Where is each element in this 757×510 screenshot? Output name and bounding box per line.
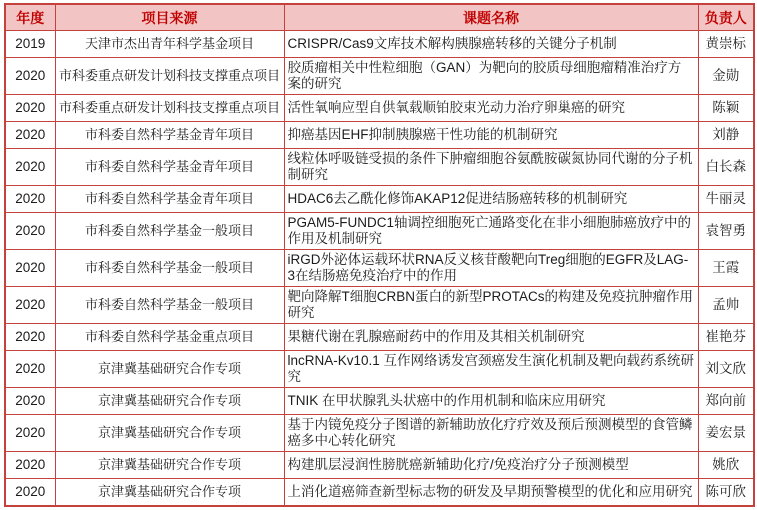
cell-title: 线粒体呼吸链受损的条件下肿瘤细胞谷氨酰胺碳氮协同代谢的分子机制研究 [284, 149, 698, 186]
table-row [5, 58, 754, 95]
cell-year: 2020 [5, 149, 55, 186]
research-projects-table [4, 3, 755, 507]
cell-title: CRISPR/Cas9文库技术解构胰腺癌转移的关键分子机制 [284, 31, 698, 58]
cell-year: 2020 [5, 452, 55, 479]
cell-title: 基于内镜免疫分子图谱的新辅助放化疗疗效及预后预测模型的食管鳞癌多中心转化研究 [284, 415, 698, 452]
table-row [5, 287, 754, 324]
cell-year: 2020 [5, 479, 55, 506]
cell-year: 2020 [5, 415, 55, 452]
cell-leader: 黄崇标 [698, 31, 754, 58]
table-row [5, 324, 754, 351]
cell-year: 2020 [5, 324, 55, 351]
cell-source: 市科委重点研发计划科技支撑重点项目 [55, 95, 284, 122]
cell-title: 构建肌层浸润性膀胱癌新辅助化疗/免疫治疗分子预测模型 [284, 452, 698, 479]
cell-leader: 陈可欣 [698, 479, 754, 506]
cell-source: 市科委自然科学基金一般项目 [55, 213, 284, 250]
cell-source: 市科委自然科学基金青年项目 [55, 122, 284, 149]
cell-leader: 袁智勇 [698, 213, 754, 250]
cell-year: 2020 [5, 388, 55, 415]
cell-leader: 金勋 [698, 58, 754, 95]
table-row [5, 250, 754, 287]
cell-source: 京津冀基础研究合作专项 [55, 452, 284, 479]
cell-leader: 郑向前 [698, 388, 754, 415]
cell-title: iRGD外泌体运载环状RNA反义核苷酸靶向Treg细胞的EGFR及LAG-3在结肠癌免疫治疗中的作用 [284, 250, 698, 287]
cell-title: 靶向降解T细胞CRBN蛋白的新型PROTACs的构建及免疫抗肿瘤作用研究 [284, 287, 698, 324]
col-header-title: 课题名称 [284, 4, 698, 31]
cell-year: 2019 [5, 31, 55, 58]
table-row [5, 186, 754, 213]
cell-source: 京津冀基础研究合作专项 [55, 351, 284, 388]
cell-leader: 白长森 [698, 149, 754, 186]
table-row [5, 479, 754, 506]
cell-title: 上消化道癌筛查新型标志物的研发及早期预警模型的优化和应用研究 [284, 479, 698, 506]
col-header-year: 年度 [5, 4, 55, 31]
table-row [5, 31, 754, 58]
table-row [5, 213, 754, 250]
cell-title: 抑癌基因EHF抑制胰腺癌干性功能的机制研究 [284, 122, 698, 149]
cell-leader: 孟帅 [698, 287, 754, 324]
cell-source: 市科委自然科学基金青年项目 [55, 186, 284, 213]
cell-year: 2020 [5, 58, 55, 95]
table-row [5, 415, 754, 452]
cell-leader: 刘静 [698, 122, 754, 149]
cell-source: 市科委自然科学基金一般项目 [55, 287, 284, 324]
cell-leader: 牛丽灵 [698, 186, 754, 213]
cell-leader: 姚欣 [698, 452, 754, 479]
cell-year: 2020 [5, 250, 55, 287]
cell-title: PGAM5-FUNDC1轴调控细胞死亡通路变化在非小细胞肺癌放疗中的作用及机制研究 [284, 213, 698, 250]
cell-source: 京津冀基础研究合作专项 [55, 479, 284, 506]
table-row [5, 95, 754, 122]
cell-leader: 王霞 [698, 250, 754, 287]
cell-year: 2020 [5, 213, 55, 250]
cell-leader: 崔艳芬 [698, 324, 754, 351]
cell-leader: 陈颖 [698, 95, 754, 122]
cell-source: 市科委重点研发计划科技支撑重点项目 [55, 58, 284, 95]
col-header-leader: 负责人 [698, 4, 754, 31]
cell-source: 市科委自然科学基金一般项目 [55, 250, 284, 287]
cell-source: 市科委自然科学基金青年项目 [55, 149, 284, 186]
cell-source: 京津冀基础研究合作专项 [55, 388, 284, 415]
cell-year: 2020 [5, 186, 55, 213]
cell-year: 2020 [5, 95, 55, 122]
cell-year: 2020 [5, 122, 55, 149]
table-row [5, 122, 754, 149]
cell-leader: 姜宏景 [698, 415, 754, 452]
col-header-source: 项目来源 [55, 4, 284, 31]
cell-title: 果糖代谢在乳腺癌耐药中的作用及其相关机制研究 [284, 324, 698, 351]
table-row [5, 388, 754, 415]
cell-title: 活性氧响应型自供氧载顺铂胶束光动力治疗卵巢癌的研究 [284, 95, 698, 122]
table-row [5, 149, 754, 186]
cell-title: 胶质瘤相关中性粒细胞（GAN）为靶向的胶质母细胞瘤精准治疗方案的研究 [284, 58, 698, 95]
table-row [5, 351, 754, 388]
cell-year: 2020 [5, 351, 55, 388]
cell-source: 京津冀基础研究合作专项 [55, 415, 284, 452]
cell-year: 2020 [5, 287, 55, 324]
cell-title: lncRNA-Kv10.1 互作网络诱发宫颈癌发生演化机制及靶向载药系统研究 [284, 351, 698, 388]
table-row [5, 452, 754, 479]
cell-leader: 刘文欣 [698, 351, 754, 388]
cell-source: 市科委自然科学基金重点项目 [55, 324, 284, 351]
cell-source: 天津市杰出青年科学基金项目 [55, 31, 284, 58]
cell-title: HDAC6去乙酰化修饰AKAP12促进结肠癌转移的机制研究 [284, 186, 698, 213]
cell-title: TNIK 在甲状腺乳头状癌中的作用机制和临床应用研究 [284, 388, 698, 415]
table-header-row [5, 4, 754, 31]
